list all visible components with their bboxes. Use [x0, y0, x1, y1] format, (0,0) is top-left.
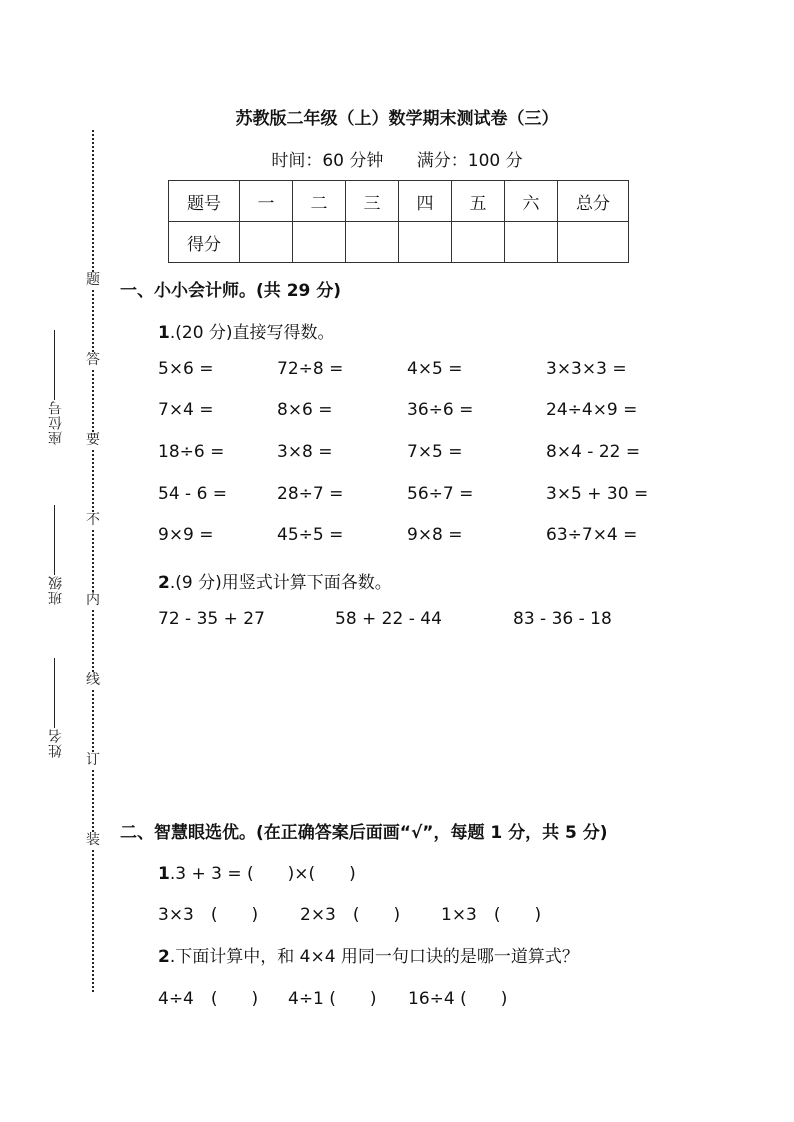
- question-number: 1: [158, 323, 170, 343]
- seal-char: 内: [86, 592, 100, 608]
- answer-option[interactable]: 4÷4 ( ): [158, 989, 259, 1009]
- seal-char: 订: [86, 752, 100, 768]
- calc-item: 72÷8 =: [277, 359, 344, 379]
- calc-item: 4×5 =: [407, 359, 463, 379]
- full-score: 满分：100 分: [416, 151, 523, 171]
- answer-option[interactable]: 3×3 ( ): [158, 905, 259, 925]
- page-title: 苏教版二年级（上）数学期末测试卷（三）: [235, 109, 559, 129]
- table-header-cell: 三: [346, 181, 399, 222]
- calc-item: 3×8 =: [277, 442, 333, 462]
- calc-item: 7×4 =: [158, 400, 214, 420]
- answer-option[interactable]: 1×3 ( ): [441, 905, 542, 925]
- seal-char: 线: [86, 672, 100, 688]
- score-cell[interactable]: [240, 222, 293, 263]
- calc-item: 3×3×3 =: [546, 359, 627, 379]
- seal-char: 题: [86, 272, 100, 288]
- question-text: .(20 分)直接写得数。: [169, 323, 335, 343]
- score-cell[interactable]: [293, 222, 346, 263]
- calc-item: 8×6 =: [277, 400, 333, 420]
- seal-char: 答: [86, 352, 100, 368]
- calc-item: 5×6 =: [158, 359, 214, 379]
- score-cell[interactable]: [558, 222, 629, 263]
- calc-item: 9×9 =: [158, 525, 214, 545]
- calc-item: 28÷7 =: [277, 484, 344, 504]
- answer-option[interactable]: 16÷4 ( ): [408, 989, 508, 1009]
- question-number: 2: [158, 947, 170, 967]
- table-header-cell: 二: [293, 181, 346, 222]
- calc-item: 9×8 =: [407, 525, 463, 545]
- question-number: 2: [158, 573, 170, 593]
- question-1-2: [158, 568, 392, 593]
- class-label: 班级: [48, 575, 64, 605]
- answer-option[interactable]: 2×3 ( ): [300, 905, 401, 925]
- name-label: 姓名: [48, 728, 64, 758]
- table-header-cell: 五: [452, 181, 505, 222]
- score-cell[interactable]: [346, 222, 399, 263]
- vertical-calc-item: 72 - 35 + 27: [158, 609, 265, 629]
- seal-char: 不: [86, 512, 100, 528]
- seal-char: 装: [86, 832, 100, 848]
- question-2-1: [158, 859, 356, 884]
- seat-number-field[interactable]: [46, 330, 76, 445]
- section-2-heading: 二、智慧眼选优。(在正确答案后面画“√”，每题 1 分，共 5 分): [120, 823, 608, 843]
- class-field[interactable]: [46, 505, 76, 605]
- calc-item: 45÷5 =: [277, 525, 344, 545]
- vertical-calc-item: 58 + 22 - 44: [335, 609, 442, 629]
- question-text: .下面计算中，和 4×4 用同一句口诀的是哪一道算式？: [169, 947, 579, 967]
- score-cell[interactable]: [505, 222, 558, 263]
- question-2-2: [158, 942, 579, 967]
- question-1-1: [158, 318, 335, 343]
- name-field[interactable]: [46, 658, 76, 758]
- calc-item: 8×4 - 22 =: [546, 442, 641, 462]
- table-row: [169, 222, 629, 263]
- question-text: .3 + 3 = ( )×( ): [169, 864, 356, 884]
- table-row-label: 得分: [169, 222, 240, 263]
- table-header-cell: 一: [240, 181, 293, 222]
- time-limit: 时间：60 分钟: [271, 151, 384, 171]
- score-cell[interactable]: [452, 222, 505, 263]
- answer-option[interactable]: 4÷1 ( ): [288, 989, 377, 1009]
- seal-char: 要: [86, 432, 100, 448]
- calc-item: 24÷4×9 =: [546, 400, 638, 420]
- table-row: [169, 181, 629, 222]
- score-table: [168, 180, 629, 263]
- calc-item: 54 - 6 =: [158, 484, 228, 504]
- calc-item: 36÷6 =: [407, 400, 474, 420]
- calc-item: 3×5 + 30 =: [546, 484, 649, 504]
- calc-item: 63÷7×4 =: [546, 525, 638, 545]
- section-1-heading: 一、小小会计师。(共 29 分): [120, 281, 342, 301]
- table-header-cell: 四: [399, 181, 452, 222]
- binding-dotted-line: [92, 130, 94, 992]
- question-text: .(9 分)用竖式计算下面各数。: [169, 573, 392, 593]
- table-header-cell: 总分: [558, 181, 629, 222]
- calc-item: 7×5 =: [407, 442, 463, 462]
- vertical-calc-item: 83 - 36 - 18: [513, 609, 612, 629]
- exam-info: [0, 146, 794, 171]
- score-cell[interactable]: [399, 222, 452, 263]
- seat-number-label: 座位号: [48, 400, 64, 445]
- calc-item: 56÷7 =: [407, 484, 474, 504]
- table-header-cell: 六: [505, 181, 558, 222]
- table-header-cell: 题号: [169, 181, 240, 222]
- calc-item: 18÷6 =: [158, 442, 225, 462]
- question-number: 1: [158, 864, 170, 884]
